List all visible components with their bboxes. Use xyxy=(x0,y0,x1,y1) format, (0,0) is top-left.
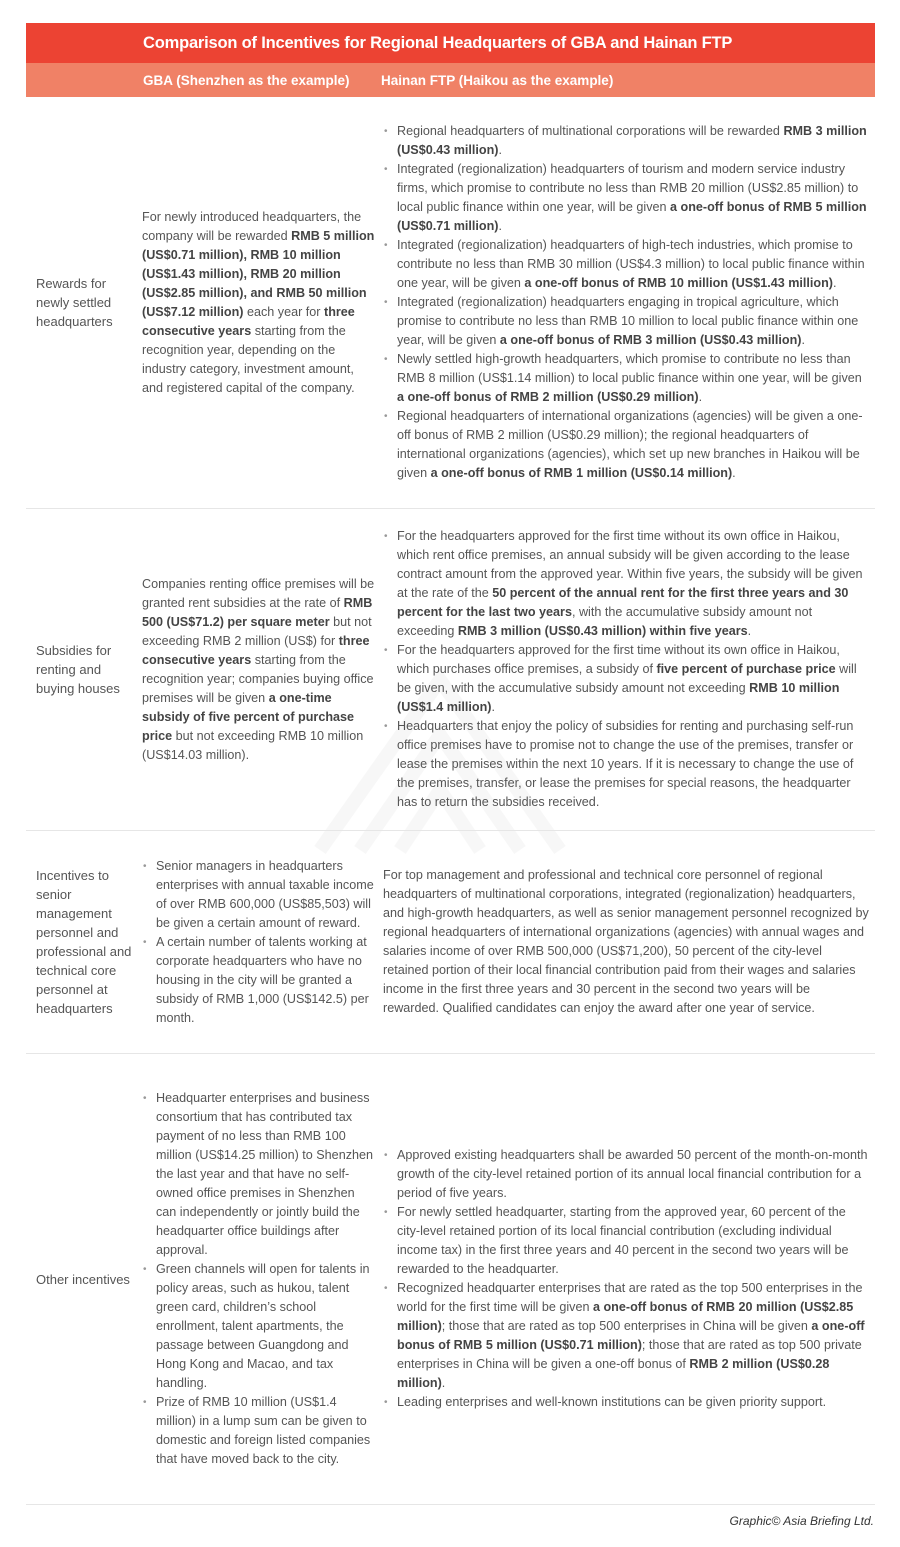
column-header-gba: GBA (Shenzhen as the example) xyxy=(143,72,350,88)
list-item xyxy=(156,1260,377,1393)
body-text: For top management and professional and technical core personnel of regional headquarters of multinational corporations, integrated (regionalization) headquarters, and high-growth headquarters, as well as senior management personnel recognized by regional headquarters of international organizations (agencies) with annual wages and salaries income of over RMB 500,000 (US$71,200), 50 percent of the city-level retained portion of their local financial contribution paid from their wages and salaries income in the first three years and 30 percent in the second two years will be rewarded. Qualified candidates can enjoy the award after one year of service. xyxy=(383,868,869,1015)
cell-content xyxy=(383,1146,869,1412)
list-item xyxy=(397,236,869,293)
list-item xyxy=(397,122,869,160)
body-text: Leading enterprises and well-known institutions can be given priority support. xyxy=(397,1395,827,1409)
body-text: Prize of RMB 10 million (US$1.4 million) in a lump sum can be given to domestic and foreign listed companies that have moved back to the city. xyxy=(156,1395,371,1466)
list-item xyxy=(397,1203,869,1279)
table-row xyxy=(26,97,875,509)
row-category: Incentives to senior management personnel and professional and technical core personnel at headquarters xyxy=(36,868,132,1016)
body-text: . xyxy=(801,333,805,347)
table-title-bar xyxy=(26,23,875,63)
body-text: Approved existing headquarters shall be awarded 50 percent of the month-on-month growth of the city-level retained portion of its annual local financial contribution for a period of five years. xyxy=(397,1148,868,1200)
body-text: . xyxy=(732,466,736,480)
emphasis-text: RMB 3 million (US$0.43 million) xyxy=(397,124,867,157)
emphasis-text: a one-off bonus of RMB 3 million (US$0.43 million) xyxy=(499,333,802,347)
list-item xyxy=(156,933,377,1028)
list-item xyxy=(156,857,377,933)
paragraph xyxy=(142,575,377,765)
body-text: . xyxy=(698,390,703,404)
cell-content xyxy=(142,208,377,398)
body-text: Integrated (regionalization) headquarters of high-tech industries, which promise to contribute no less than RMB 30 million (US$4.3 million) to local public finance within one year, will be given xyxy=(397,238,865,290)
table-row xyxy=(26,1054,875,1505)
body-text: For the headquarters approved for the first time without its own office in Haikou, which purchases office premises, a subsidy of xyxy=(397,643,840,676)
body-text: For newly introduced headquarters, the company will be rewarded xyxy=(142,209,362,243)
row-category: Rewards for newly settled headquarters xyxy=(36,276,113,329)
body-text: Companies renting office premises will be granted rent subsidies at the rate of xyxy=(142,576,375,610)
emphasis-text: a one-off bonus of RMB 10 million (US$1.43 million) xyxy=(524,276,833,290)
body-text: ; those that are rated as top 500 enterprises in China will be given xyxy=(441,1319,812,1333)
hainan-cell xyxy=(377,831,875,1053)
paragraph xyxy=(383,866,869,1018)
list-item xyxy=(397,407,869,483)
gba-cell xyxy=(136,1054,377,1504)
list-item xyxy=(397,1279,869,1393)
cell-content xyxy=(383,122,869,483)
list-item xyxy=(397,350,869,407)
column-header-bar xyxy=(26,63,875,97)
emphasis-text: three consecutive years xyxy=(142,633,370,667)
row-category: Other incentives xyxy=(36,1271,130,1287)
body-text: For the headquarters approved for the first time without its own office in Haikou, which rent office premises, an annual subsidy will be given according to the lease contract amount from the approved year. Within five years, the subsidy will be given at the rate of the xyxy=(397,529,863,600)
copyright-footer: Graphic© Asia Briefing Ltd. xyxy=(729,1514,874,1528)
body-text: . xyxy=(498,143,502,157)
emphasis-text: RMB 2 million (US$0.28 million) xyxy=(397,1357,830,1390)
body-text: . xyxy=(441,1376,446,1390)
row-category: Subsidies for renting and buying houses xyxy=(36,643,120,696)
body-text: Regional headquarters of international organizations (agencies) will be given a one-off bonus of RMB 2 million (US$0.29 million); the regional headquarters of international organizations (agencies), which set up new branches in Haikou will be given xyxy=(397,409,863,480)
body-text: each year for xyxy=(243,304,324,319)
bullet-list xyxy=(383,527,869,812)
table-row xyxy=(26,509,875,831)
body-text: . xyxy=(498,219,502,233)
body-text: Headquarter enterprises and business consortium that has contributed tax payment of no less than RMB 100 million (US$14.25 million) to Shenzhen the last year and that have no self-owned office premises in Shenzhen can independently or jointly build the headquarter office buildings after approval. xyxy=(156,1091,374,1257)
emphasis-text: a one-off bonus of RMB 20 million (US$2.85 million) xyxy=(397,1300,854,1333)
emphasis-text: RMB 5 million (US$0.71 million), RMB 10 million (US$1.43 million), RMB 20 million (US$2.85 million), and RMB 50 million (US$7.12 million) xyxy=(142,228,375,319)
cell-content xyxy=(383,527,869,812)
body-text: ; those that are rated as top 500 private enterprises in China will be given a one-off bonus of xyxy=(397,1338,862,1371)
body-text: Newly settled high-growth headquarters, which promise to contribute no less than RMB 8 million (US$1.14 million) to local public finance within one year, will be given xyxy=(397,352,862,385)
table-title: Comparison of Incentives for Regional Headquarters of GBA and Hainan FTP xyxy=(143,33,733,52)
list-item xyxy=(397,717,869,812)
body-text: , with the accumulative subsidy amount not exceeding xyxy=(397,605,813,638)
table-row xyxy=(26,831,875,1054)
list-item xyxy=(156,1393,377,1469)
body-text: . xyxy=(491,700,495,714)
comparison-table xyxy=(26,23,875,1505)
emphasis-text: a one-off bonus of RMB 1 million (US$0.14 million) xyxy=(430,466,733,480)
body-text: Integrated (regionalization) headquarters of tourism and modern service industry firms, which promise to contribute no less than RMB 20 million (US$2.85 million) to local public finance within one year, will be given xyxy=(397,162,859,214)
cell-content xyxy=(142,1089,377,1469)
body-text: For newly settled headquarter, starting from the approved year, 60 percent of the city-level retained portion of its local financial contribution (excluding individual income tax) in the first three years and 40 percent in the second two years will be rewarded to the headquarter. xyxy=(397,1205,849,1276)
list-item xyxy=(156,1089,377,1260)
body-text: . xyxy=(747,624,752,638)
column-header-hainan: Hainan FTP (Haikou as the example) xyxy=(381,72,614,88)
emphasis-text: 50 percent of the annual rent for the first three years and 30 percent for the last two years xyxy=(397,586,849,619)
list-item xyxy=(397,160,869,236)
emphasis-text: RMB 10 million (US$1.4 million) xyxy=(397,681,840,714)
body-text: starting from the recognition year; companies buying office premises will be given xyxy=(142,652,374,705)
body-text: will be given, with the accumulative subsidy amount not exceeding xyxy=(397,662,857,695)
list-item xyxy=(397,641,869,717)
gba-cell xyxy=(136,97,377,508)
bullet-list xyxy=(142,857,377,1028)
cell-content xyxy=(383,866,869,1018)
emphasis-text: three consecutive years xyxy=(142,304,355,338)
body-text: . xyxy=(833,276,837,290)
paragraph xyxy=(142,208,377,398)
body-text: Regional headquarters of multinational corporations will be rewarded xyxy=(397,124,784,138)
emphasis-text: a one-off bonus of RMB 5 million (US$0.71 million) xyxy=(397,200,867,233)
cell-content xyxy=(142,575,377,765)
body-text: Senior managers in headquarters enterprises with annual taxable income of over RMB 600,000 (US$85,503) will be given a certain amount of reward. xyxy=(156,858,374,930)
hainan-cell xyxy=(377,509,875,830)
list-item xyxy=(397,293,869,350)
emphasis-text: RMB 500 (US$71.2) per square meter xyxy=(142,595,373,629)
bullet-list xyxy=(383,1146,869,1412)
hainan-cell xyxy=(377,1054,875,1504)
body-text: Headquarters that enjoy the policy of subsidies for renting and purchasing self-run office premises have to promise not to change the use of the premises, transfer or lease the premises within the next 10 years. If it is necessary to change the use of the premises, transfer, or lease the premises for special reasons, the headquarter has to return the subsidies received. xyxy=(397,719,854,809)
list-item xyxy=(397,527,869,641)
body-text: Recognized headquarter enterprises that are rated as the top 500 enterprises in the world for the first time will be given xyxy=(397,1281,863,1314)
body-text: Integrated (regionalization) headquarters engaging in tropical agriculture, which promise to contribute no less than RMB 10 million to local public finance within one year, will be given xyxy=(397,295,859,347)
body-text: Green channels will open for talents in policy areas, such as hukou, talent green card, children’s school enrollment, talent apartments, the passage between Guangdong and Hong Kong and Macao, and tax handling. xyxy=(156,1262,370,1390)
hainan-cell xyxy=(377,97,875,508)
bullet-list xyxy=(142,1089,377,1469)
gba-cell xyxy=(136,831,377,1053)
emphasis-text: five percent of purchase price xyxy=(656,662,836,676)
body-text: but not exceeding RMB 2 million (US$) for xyxy=(142,614,372,648)
cell-content xyxy=(142,857,377,1028)
emphasis-text: a one-off bonus of RMB 5 million (US$0.71 million) xyxy=(397,1319,865,1352)
gba-cell xyxy=(136,509,377,830)
body-text: A certain number of talents working at corporate headquarters who have no housing in the city will be granted a subsidy of RMB 1,000 (US$142.5) per month. xyxy=(156,934,369,1025)
body-text: starting from the recognition year, depending on the industry category, investment amount, and registered capital of the company. xyxy=(142,323,355,395)
bullet-list xyxy=(383,122,869,483)
emphasis-text: a one-off bonus of RMB 2 million (US$0.29 million) xyxy=(397,390,699,404)
list-item xyxy=(397,1146,869,1203)
body-text: but not exceeding RMB 10 million (US$14.03 million). xyxy=(142,728,364,762)
emphasis-text: RMB 3 million (US$0.43 million) within five years xyxy=(457,624,748,638)
list-item xyxy=(397,1393,869,1412)
emphasis-text: a one-time subsidy of five percent of purchase price xyxy=(142,690,355,743)
